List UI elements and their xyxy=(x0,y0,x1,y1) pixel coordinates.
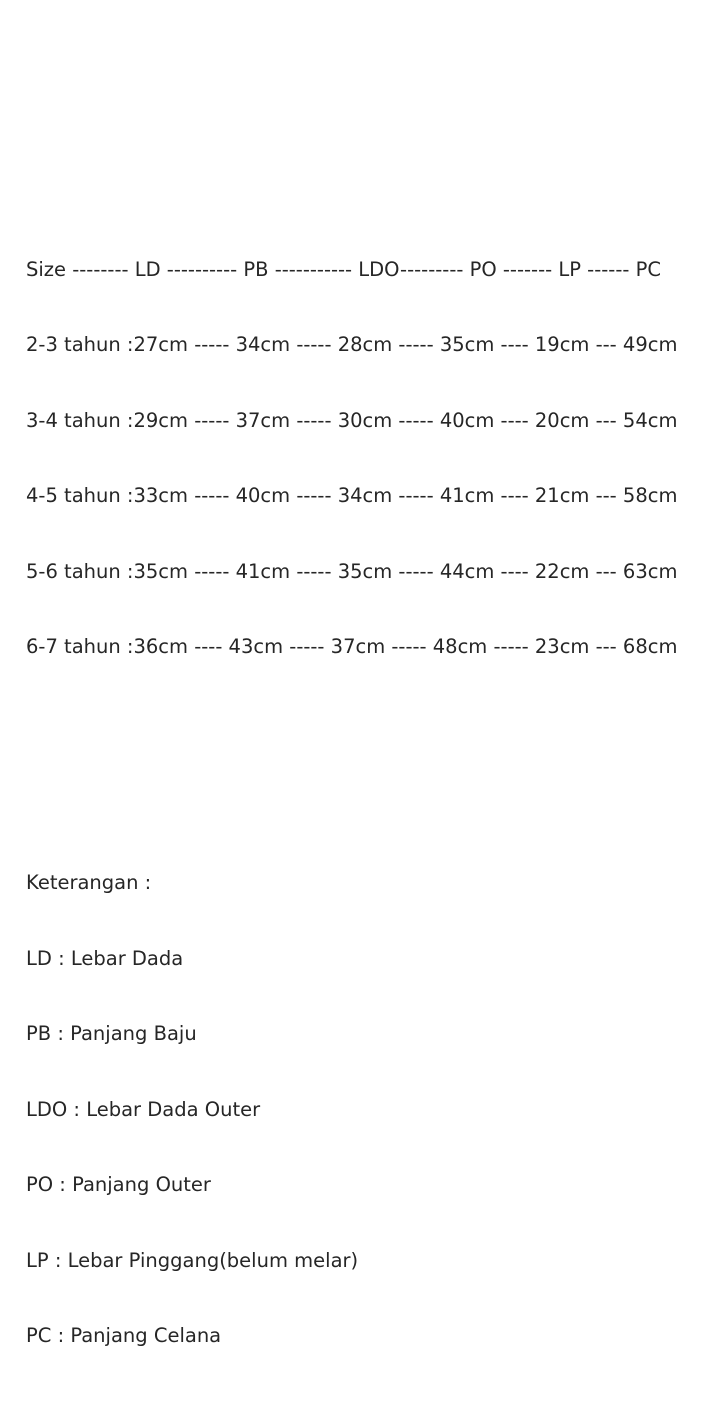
size-chart-document xyxy=(26,163,677,1420)
size-row: 4-5 tahun :33cm ----- 40cm ----- 34cm ----- 41cm ---- 21cm --- 58cm xyxy=(26,484,678,508)
legend-item: PC : Panjang Celana xyxy=(26,1324,222,1348)
size-row: 2-3 tahun :27cm ----- 34cm ----- 28cm ----- 35cm ---- 19cm --- 49cm xyxy=(26,333,678,357)
size-chart-table xyxy=(26,209,677,707)
legend-item: PB : Panjang Baju xyxy=(26,1022,197,1046)
legend-item: LDO : Lebar Dada Outer xyxy=(26,1097,261,1121)
legend-item: LP : Lebar Pinggang(belum melar) xyxy=(26,1248,359,1272)
legend-item: LD : Lebar Dada xyxy=(26,946,184,970)
size-chart-header: Size -------- LD ---------- PB ----------- LDO--------- PO ------- LP ------ PC xyxy=(26,258,661,281)
size-row: 3-4 tahun :29cm ----- 37cm ----- 30cm ----- 40cm ---- 20cm --- 54cm xyxy=(26,408,678,432)
legend-title: Keterangan : xyxy=(26,871,152,895)
legend-section xyxy=(26,822,677,1397)
legend-item: PO : Panjang Outer xyxy=(26,1173,211,1197)
section-gap xyxy=(26,753,677,776)
size-row: 6-7 tahun :36cm ---- 43cm ----- 37cm ----- 48cm ----- 23cm --- 68cm xyxy=(26,634,678,658)
size-row: 5-6 tahun :35cm ----- 41cm ----- 35cm ----- 44cm ---- 22cm --- 63cm xyxy=(26,559,678,583)
